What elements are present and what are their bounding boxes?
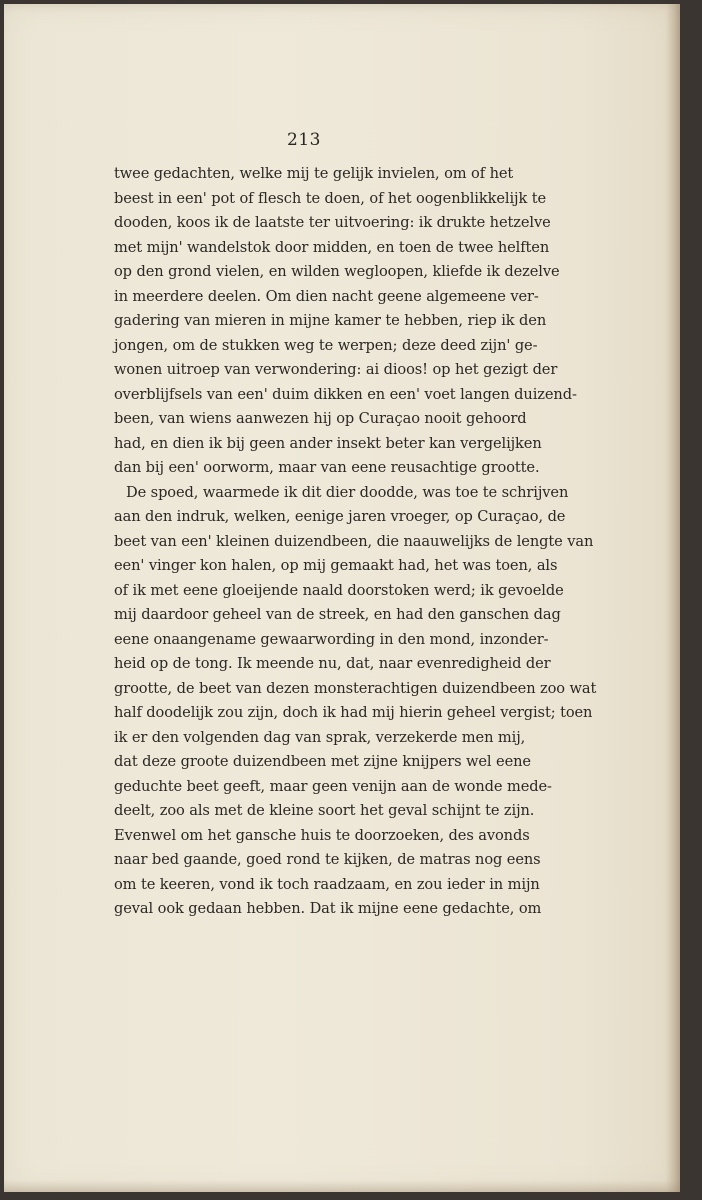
text-line: dan bij een' oorworm, maar van eene reusachtige grootte.: [114, 459, 540, 476]
text-line: twee gedachten, welke mij te gelijk invielen, om of het: [114, 165, 514, 182]
text-line: in meerdere deelen. Om dien nacht geene algemeene ver-: [114, 287, 539, 305]
text-line: overblijfsels van een' duim dikken en een' voet langen duizend-: [114, 385, 577, 403]
text-line: op den grond vielen, en wilden wegloopen, kliefde ik dezelve: [114, 263, 560, 280]
text-line: of ik met eene gloeijende naald doorstoken werd; ik gevoelde: [114, 581, 564, 599]
text-line: met mijn' wandelstok door midden, en toen de twee helften: [114, 238, 550, 256]
text-line: aan den indruk, welken, eenige jaren vroeger, op Curaçao, de: [114, 508, 566, 525]
book-page: [4, 4, 680, 1192]
text-line: heid op de tong. Ik meende nu, dat, naar evenredigheid der: [114, 655, 551, 672]
text-line: naar bed gaande, goed rond te kijken, de matras nog eens: [114, 851, 541, 868]
text-line: been, van wiens aanwezen hij op Curaçao nooit gehoord: [114, 410, 527, 427]
text-line: geval ook gedaan hebben. Dat ik mijne eene gedachte, om: [114, 900, 542, 917]
text-line: een' vinger kon halen, op mij gemaakt had, het was toen, als: [114, 557, 558, 574]
text-line: ik er den volgenden dag van sprak, verzekerde men mij,: [114, 728, 526, 746]
text-line: beet van een' kleinen duizendbeen, die naauwelijks de lengte van: [114, 532, 594, 550]
text-line: gadering van mieren in mijne kamer te hebben, riep ik den: [114, 312, 547, 329]
text-line: dat deze groote duizendbeen met zijne knijpers wel eene: [114, 753, 531, 770]
text-line: dooden, koos ik de laatste ter uitvoering: ik drukte hetzelve: [114, 214, 551, 231]
text-line: beest in een' pot of flesch te doen, of het oogenblikkelijk te: [114, 189, 547, 207]
text-line: om te keeren, vond ik toch raadzaam, en zou ieder in mijn: [114, 875, 540, 893]
text-line: half doodelijk zou zijn, doch ik had mij hierin geheel vergist; toen: [114, 704, 593, 721]
page-number: 213: [287, 130, 321, 150]
text-line: grootte, de beet van dezen monsterachtigen duizendbeen zoo wat: [114, 679, 597, 697]
page-bottom-edge: [4, 1180, 680, 1192]
text-line: geduchte beet geeft, maar geen venijn aan de wonde mede-: [114, 777, 552, 795]
text-line: deelt, zoo als met de kleine soort het geval schijnt te zijn.: [114, 802, 535, 819]
text-line: De spoed, waarmede ik dit dier doodde, was toe te schrijven: [126, 483, 569, 501]
text-line: jongen, om de stukken weg te werpen; deze deed zijn' ge-: [114, 336, 538, 354]
text-line: mij daardoor geheel van de streek, en had den ganschen dag: [114, 606, 561, 623]
text-line: eene onaangename gewaarwording in den mond, inzonder-: [114, 630, 549, 648]
text-line: wonen uitroep van verwondering: ai dioos! op het gezigt der: [114, 361, 558, 378]
text-line: Evenwel om het gansche huis te doorzoeken, des avonds: [114, 826, 530, 844]
text-line: had, en dien ik bij geen ander insekt beter kan vergelijken: [114, 434, 542, 452]
body-text: [114, 162, 597, 922]
page-edge-shadow: [666, 4, 680, 1192]
